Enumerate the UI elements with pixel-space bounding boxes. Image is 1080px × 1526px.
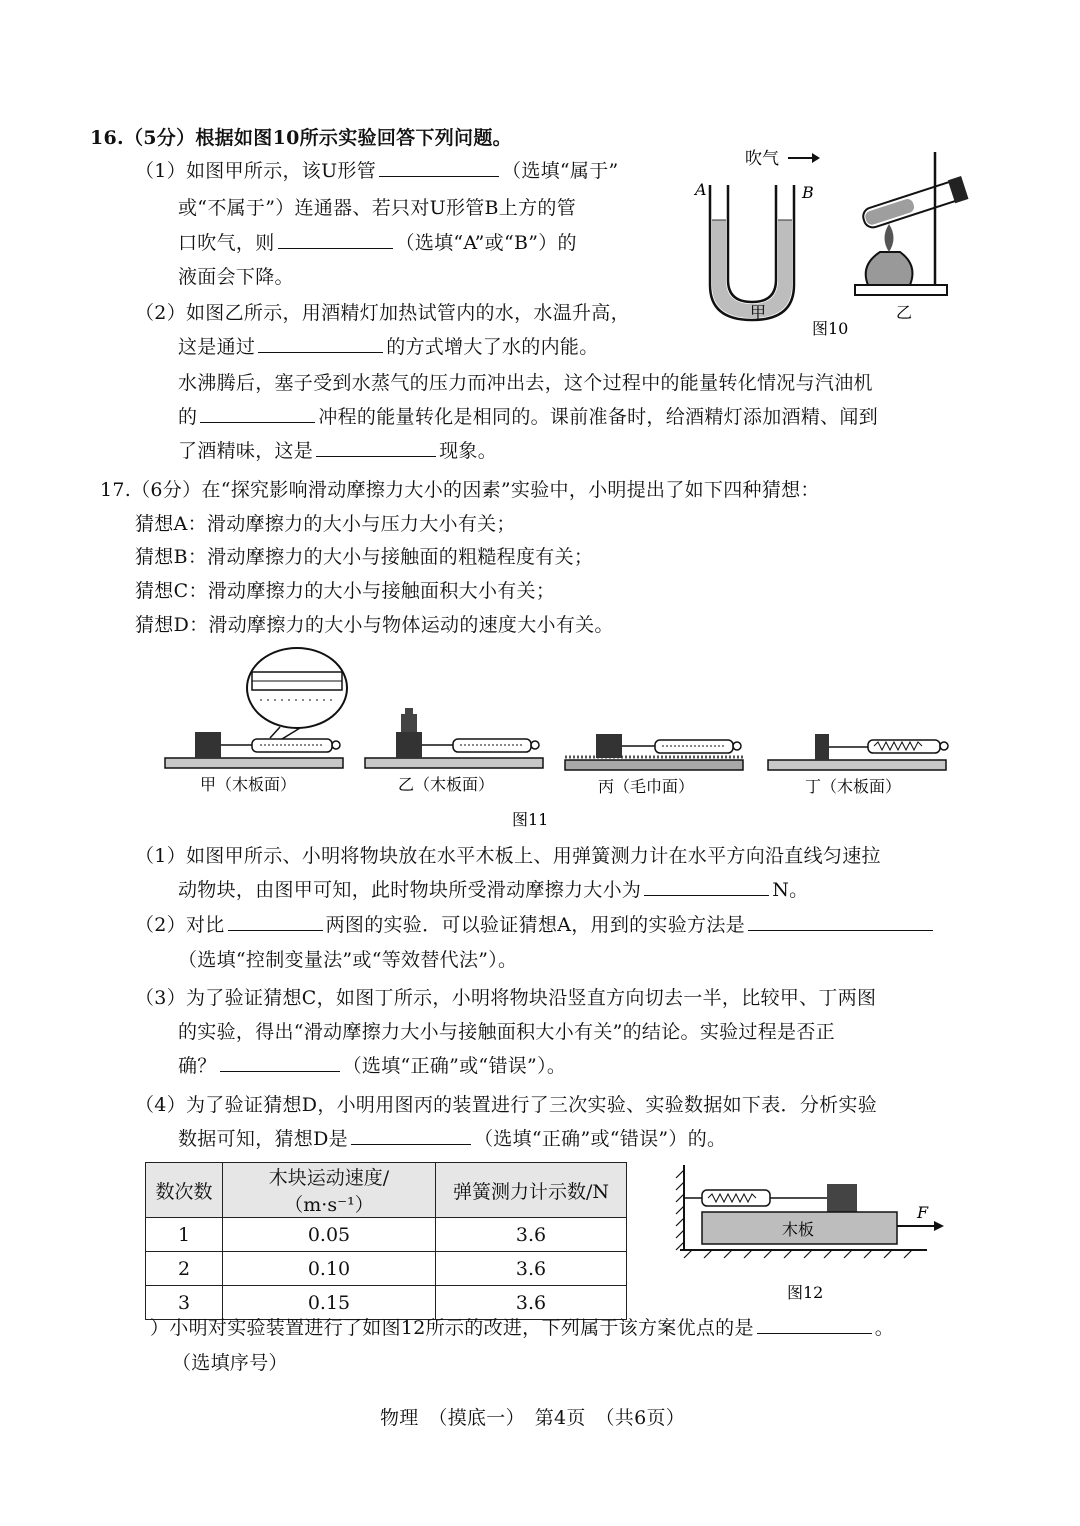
u-tube-inner (728, 185, 776, 302)
q17-guess-d: 猜想D：滑动摩擦力的大小与物体运动的速度大小有关。 (135, 614, 614, 636)
q16-blank-1[interactable] (379, 158, 499, 177)
table-cell: 3.6 (436, 1286, 627, 1320)
q16-part2-line2 (178, 334, 599, 360)
fig10-jia-label: 甲 (750, 303, 767, 322)
q17-part2-text-b: 两图的实验．可以验证猜想A，用到的实验方法是 (325, 914, 745, 936)
q16-part2-text-g: 了酒精味，这是 (178, 440, 314, 462)
fig12-caption: 图12 (787, 1283, 824, 1302)
q17-blank-4[interactable] (220, 1053, 340, 1072)
table-cell: 3 (146, 1286, 223, 1320)
figure-11 (160, 640, 960, 829)
table-cell: 0.05 (223, 1218, 436, 1252)
q17-heading: 17.（6分）在“探究影响滑动摩擦力大小的因素”实验中，小明提出了如下四种猜想： (100, 479, 820, 501)
q17-part4-text-c: （选填“正确”或“错误”）的。 (473, 1128, 727, 1150)
block-ding (815, 734, 829, 760)
q17-part1-line1: （1）如图甲所示、小明将物块放在水平木板上、用弹簧测力计在水平方向沿直线匀速拉 (135, 845, 881, 867)
q17-part1-line2 (178, 877, 808, 903)
q17-part4-line1: （4）为了验证猜想D，小明用图丙的装置进行了三次实验、实验数据如下表．分析实验 (135, 1094, 878, 1116)
q17-blank-3[interactable] (748, 912, 933, 931)
fig11-caption: 图11 (512, 810, 549, 829)
table-row (146, 1252, 627, 1286)
block-yi (396, 732, 422, 758)
table-row (146, 1218, 627, 1252)
q17-part3-line3 (178, 1053, 566, 1079)
board-bing (565, 760, 743, 770)
fig10-yi-label: 乙 (896, 303, 913, 322)
tube-label-b: B (802, 183, 814, 202)
q16-blank-2[interactable] (278, 230, 393, 249)
table-cell: 3.6 (436, 1252, 627, 1286)
fig10-caption: 图10 (812, 319, 849, 338)
q17-blank-1[interactable] (644, 877, 769, 896)
block-jia (195, 732, 221, 758)
q16-part2-text-b: 这是通过 (178, 336, 256, 358)
stand-base (855, 285, 947, 295)
q17-part2-line2: （选填“控制变量法”或“等效替代法”）。 (178, 949, 518, 971)
q16-heading: 16.（5分）根据如图10所示实验回答下列问题。 (90, 127, 512, 149)
board-jia (165, 758, 343, 768)
q17-part1-text-c: N。 (772, 879, 809, 901)
velocity-force-table (145, 1162, 627, 1320)
table-cell: 2 (146, 1252, 223, 1286)
figure-12 (672, 1160, 952, 1310)
q16-part2-text-c: 的方式增大了水的内能。 (386, 336, 599, 358)
q16-blank-4[interactable] (200, 404, 315, 423)
table-cell: 0.15 (223, 1286, 436, 1320)
q17-part4-line2 (178, 1126, 726, 1152)
fig11-label-ding: 丁（木板面） (805, 777, 902, 796)
spring-scale-fig12 (702, 1190, 770, 1206)
q17-blank-5[interactable] (351, 1126, 471, 1145)
table-header-cell: 数次数 (146, 1163, 223, 1218)
q17-part2-text-a: （2）对比 (135, 914, 225, 936)
fig11-label-jia: 甲（木板面） (200, 775, 297, 794)
q16-blank-5[interactable] (316, 438, 436, 457)
board-label: 木板 (782, 1220, 815, 1239)
figure-10 (690, 140, 990, 340)
q17-part5-line2: （选填序号） (172, 1352, 288, 1374)
q17-guess-a: 猜想A：滑动摩擦力的大小与压力大小有关； (135, 513, 516, 535)
q16-part1-text-d: 口吹气，则 (178, 232, 275, 254)
q17-part5-text-b: 。 (874, 1317, 895, 1339)
table-cell: 1 (146, 1218, 223, 1252)
lamp-flame (885, 224, 894, 252)
tube-label-a: A (695, 180, 707, 199)
q17-part4-text-b: 数据可知，猜想D是 (178, 1128, 348, 1150)
q17-blank-6[interactable] (757, 1315, 872, 1334)
q17-part2-line1 (135, 912, 936, 938)
q17-blank-2[interactable] (228, 912, 323, 931)
block-bing (596, 734, 622, 758)
q17-part5-text-a: ）小明对实验装置进行了如图12所示的改进，下列属于该方案优点的是 (150, 1317, 754, 1339)
force-label: F (917, 1203, 929, 1222)
page-footer: 物理 （摸底一） 第4页 （共6页） (380, 1407, 686, 1429)
table-cell: 3.6 (436, 1218, 627, 1252)
q16-part2-line1: （2）如图乙所示，用酒精灯加热试管内的水，水温升高， (135, 302, 630, 324)
fig11-label-bing: 丙（毛巾面） (598, 777, 695, 796)
board-yi (365, 758, 543, 768)
q17-part3-text-d: （选填“正确”或“错误”）。 (342, 1055, 567, 1077)
q16-part1-line3 (178, 230, 577, 256)
q16-part1-line1 (135, 158, 619, 184)
blow-label: 吹气 (745, 149, 779, 169)
q17-guess-c: 猜想C：滑动摩擦力的大小与接触面积大小有关； (135, 580, 556, 602)
alcohol-lamp (866, 252, 913, 285)
q17-part1-text-b: 动物块，由图甲可知，此时物块所受滑动摩擦力大小为 (178, 879, 642, 901)
q17-part3-line1: （3）为了验证猜想C，如图丁所示，小明将物块沿竖直方向切去一半，比较甲、丁两图 (135, 987, 877, 1009)
q17-guess-b: 猜想B：滑动摩擦力的大小与接触面的粗糙程度有关； (135, 546, 594, 568)
q16-part2-text-h: 现象。 (439, 440, 498, 462)
q16-part2-line4 (178, 404, 878, 430)
weight-yi (401, 714, 417, 732)
q16-part1-text-e: （选填“A”或“B”）的 (395, 232, 577, 254)
magnifier-circle (247, 648, 347, 728)
q17-part5-line1 (150, 1315, 894, 1341)
q16-part2-text-e: 的 (178, 406, 198, 428)
q16-part2-line3: 水沸腾后，塞子受到水蒸气的压力而冲出去，这个过程中的能量转化情况与汽油机 (178, 372, 873, 394)
q17-part3-text-c: 确？ (178, 1055, 217, 1077)
fig11-label-yi: 乙（木板面） (398, 775, 495, 794)
q16-blank-3[interactable] (258, 334, 383, 353)
test-tube (860, 176, 968, 232)
q16-part1-text-b: （选填“属于” (502, 160, 619, 182)
board-ding (768, 760, 946, 770)
block-fig12 (827, 1184, 857, 1212)
table-cell: 0.10 (223, 1252, 436, 1286)
table-header-cell: 弹簧测力计示数/N (436, 1163, 627, 1218)
q16-part1-line2: 或“不属于”）连通器、若只对U形管B上方的管 (178, 197, 577, 219)
q16-part1-line4: 液面会下降。 (178, 266, 294, 288)
table-header-cell: 木块运动速度/（m·s⁻¹） (223, 1163, 436, 1218)
q16-part1-text-a: （1）如图甲所示，该U形管 (135, 160, 377, 182)
q16-part2-line5 (178, 438, 497, 464)
table-header-row (146, 1163, 627, 1218)
q16-part2-text-f: 冲程的能量转化是相同的。课前准备时，给酒精灯添加酒精、闻到 (318, 406, 879, 428)
q17-part3-line2: 的实验，得出“滑动摩擦力大小与接触面积大小有关”的结论。实验过程是否正 (178, 1021, 835, 1043)
